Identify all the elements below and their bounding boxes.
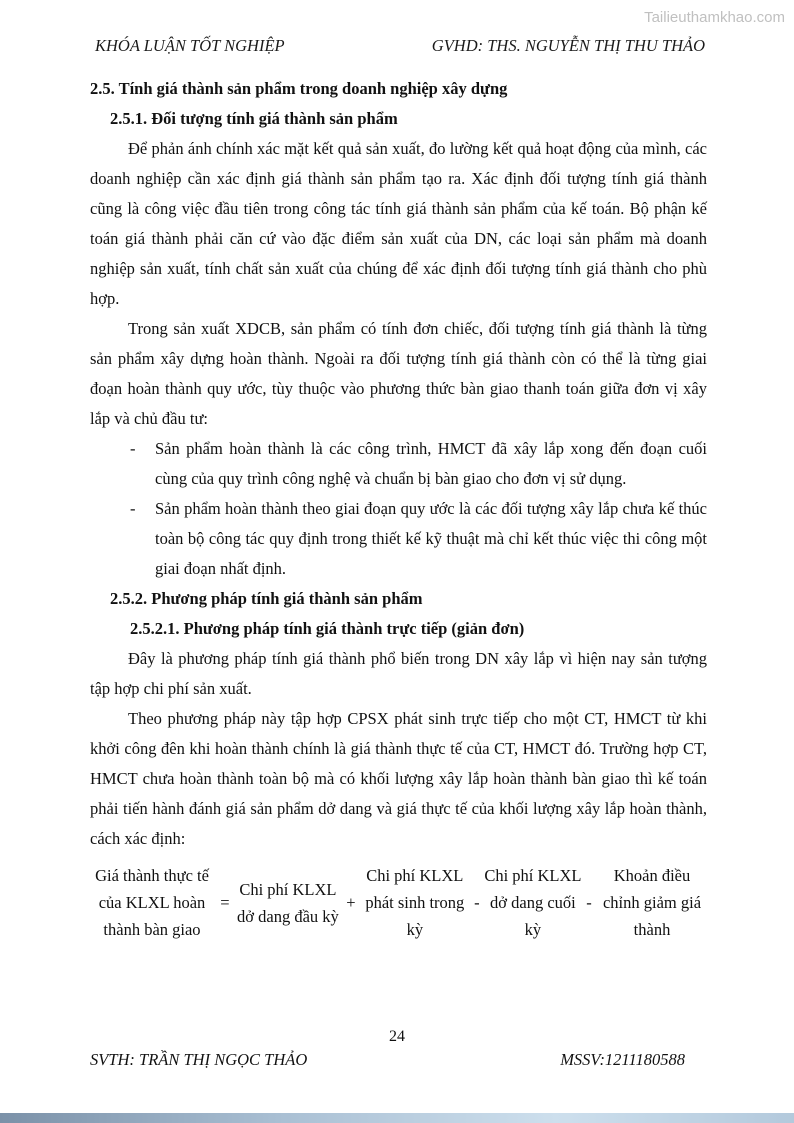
page-header [95,36,705,56]
section-heading-2-5: 2.5. Tính giá thành sản phẩm trong doanh nghiệp xây dựng [90,79,508,98]
equals-operator: = [220,893,230,912]
formula-term-incurred: Chi phí KLXL phát sinh trong kỳ [365,866,465,939]
dash-bullet-icon: - [130,499,136,518]
list-item [90,494,707,584]
minus-operator: - [586,893,592,912]
page-footer [90,1050,685,1070]
list-item-text: Sản phẩm hoàn thành theo giai đoạn quy ước là các đối tượng xây lắp chưa kế thúc toàn bộ công tác quy định trong thiết kế kỹ thuật mà chỉ kết thúc việc thi công một giai đoạn nhất định. [155,499,707,578]
formula-term-closing-wip: Chi phí KLXL dở dang cuối kỳ [484,866,582,939]
list-item [90,434,707,494]
dash-bullet-icon: - [130,439,136,458]
formula-term-adjustment: Khoản điều chỉnh giảm giá thành [602,866,702,939]
section-heading-2-5-1: 2.5.1. Đối tượng tính giá thành sản phẩm [110,109,398,128]
minus-operator: - [474,893,480,912]
section-heading-2-5-2-1: 2.5.2.1. Phương pháp tính giá thành trực tiếp (giản đơn) [130,619,525,638]
paragraph: Đây là phương pháp tính giá thành phổ biến trong DN xây lắp vì hiện nay sản tượng tập hợp chi phí sản xuất. [90,649,707,698]
bottom-decoration-bar [0,1113,794,1123]
document-body [90,74,707,854]
header-thesis-title: KHÓA LUẬN TỐT NGHIỆP [95,36,285,55]
list-item-text: Sản phẩm hoàn thành là các công trình, HMCT đã xây lắp xong đến đoạn cuối cùng của quy trình công nghệ và chuẩn bị bàn giao cho đơn vị sử dụng. [155,439,707,488]
formula-term-opening-wip: Chi phí KLXL dở dang đầu kỳ [237,879,339,926]
section-heading-2-5-2: 2.5.2. Phương pháp tính giá thành sản phẩm [110,589,423,608]
footer-student-id: MSSV:1211180588 [560,1050,685,1069]
header-advisor: GVHD: THS. NGUYỄN THỊ THU THẢO [431,36,705,55]
plus-operator: + [346,893,356,912]
footer-student-name: SVTH: TRẦN THỊ NGỌC THẢO [90,1050,308,1069]
cost-formula [88,862,708,943]
paragraph: Theo phương pháp này tập hợp CPSX phát sinh trực tiếp cho một CT, HMCT từ khi khởi công đên khi hoàn thành chính là giá thành thực tế của CT, HMCT đó. Trường hợp CT, HMCT chưa hoàn thành toàn bộ mà có khối lượng xây lắp hoàn thành bàn giao thì kế toán phải tiến hành đánh giá sản phẩm dở dang và giá thực tế của khối lượng xây lắp hoàn thành, cách xác định: [90,709,707,848]
page-number: 24 [389,1028,405,1045]
paragraph: Để phản ánh chính xác mặt kết quả sản xuất, đo lường kết quả hoạt động của mình, các doanh nghiệp cần xác định giá thành sản phẩm tạo ra. Xác định đối tượng tính giá thành cũng là công việc đầu tiên trong công tác tính giá thành sản phẩm của kế toán. Bộ phận kế toán giá thành phải căn cứ vào đặc điểm sản xuất của DN, các loại sản phẩm mà doanh nghiệp sản xuất, tính chất sản xuất của chúng để xác định đối tượng tính giá thành cho phù hợp. [90,139,707,308]
formula-result-term: Giá thành thực tế của KLXL hoàn thành bàn giao [95,866,209,939]
paragraph: Trong sản xuất XDCB, sản phẩm có tính đơn chiếc, đối tượng tính giá thành là từng sản phẩm xây dựng hoàn thành. Ngoài ra đối tượng tính giá thành còn có thể là từng giai đoạn hoàn thành quy ước, tùy thuộc vào phương thức bàn giao thanh toán giữa đơn vị xây lắp và chủ đầu tư: [90,319,707,428]
site-watermark: Tailieuthamkhao.com [644,9,785,26]
